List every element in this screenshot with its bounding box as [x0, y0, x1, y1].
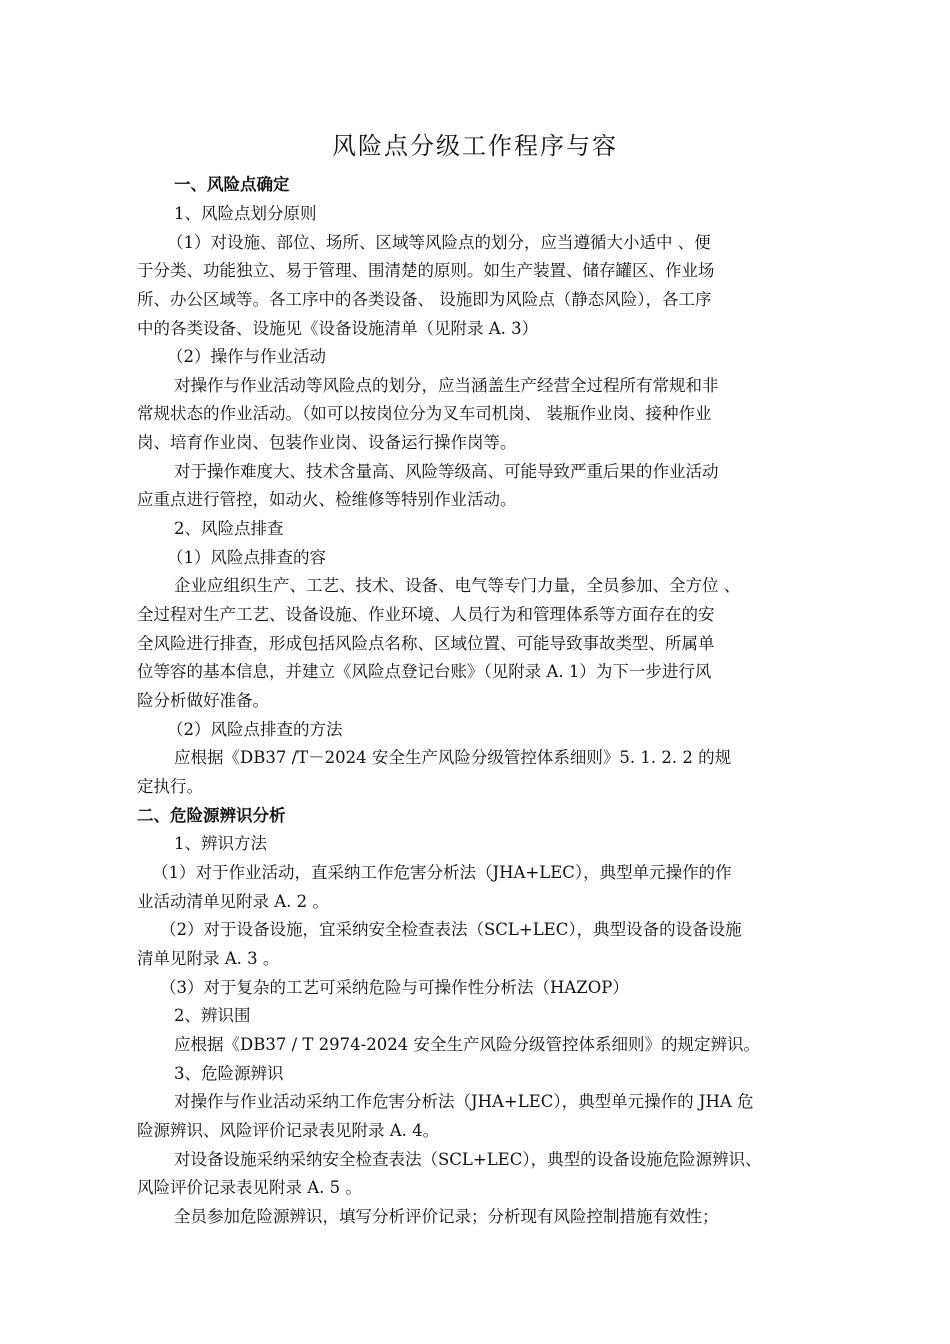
paragraph-line: 对操作与作业活动采纳工作危害分析法（JHA+LEC），典型单元操作的 JHA 危 — [174, 1092, 754, 1111]
paragraph-line: 于分类、功能独立、易于管理、围清楚的原则。如生产装置、储存罐区、作业场 — [137, 261, 715, 280]
paragraph-line: 企业应组织生产、工艺、技术、设备、电气等专门力量，全员参加、全方位 、 — [174, 576, 741, 595]
paragraph-line: 应根据《DB37 / T 2974-2024 安全生产风险分级管控体系细则》的规定辨识。 — [174, 1035, 760, 1054]
paragraph-line: （2）对于设备设施，宜采纳安全检查表法（SCL+LEC），典型设备的设备设施 — [160, 920, 742, 939]
paragraph-line: （3）对于复杂的工艺可采纳危险与可操作性分析法（HAZOP） — [160, 978, 629, 997]
paragraph-line: 岗、培育作业岗、包装作业岗、设备运行操作岗等。 — [137, 433, 517, 452]
paragraph-line: 对设备设施采纳采纳安全检查表法（SCL+LEC），典型的设备设施危险源辨识、 — [174, 1150, 762, 1169]
section-heading-2: 二、危险源辨识分析 — [137, 806, 286, 825]
subsection-heading: 2、风险点排查 — [174, 519, 284, 538]
paragraph-line: 应根据《DB37 /T－2024 安全生产风险分级管控体系细则》5. 1. 2. 2 的规 — [174, 748, 732, 767]
paragraph-line: 对于操作难度大、技术含量高、风险等级高、可能导致严重后果的作业活动 — [174, 462, 719, 481]
paragraph-line: 险源辨识、风险评价记录表见附录 A. 4。 — [137, 1121, 440, 1140]
subsection-heading: （2）操作与作业活动 — [167, 347, 326, 366]
paragraph-line: 业活动清单见附录 A. 2 。 — [137, 892, 329, 911]
subsection-heading: （1）风险点排查的容 — [167, 548, 326, 567]
subsection-heading: 2、辨识围 — [174, 1006, 251, 1025]
subsection-heading: （2）风险点排查的方法 — [167, 720, 343, 739]
paragraph-line: 全员参加危险源辨识，填写分析评价记录；分析现有风险控制措施有效性； — [174, 1207, 719, 1226]
paragraph-line: 定执行。 — [137, 777, 203, 796]
document-title: 风险点分级工作程序与容 — [332, 132, 618, 160]
subsection-heading: 1、风险点划分原则 — [174, 204, 317, 223]
paragraph-line: 全风险进行排查，形成包括风险点名称、区域位置、可能导致事故类型、所属单 — [137, 634, 715, 653]
paragraph-line: 位等容的基本信息，并建立《风险点登记台账》（见附录 A. 1）为下一步进行风 — [137, 662, 712, 681]
paragraph-line: （1）对于作业活动，直采纳工作危害分析法（JHA+LEC），典型单元操作的作 — [152, 863, 732, 882]
paragraph-line: （1）对设施、部位、场所、区域等风险点的划分，应当遵循大小适中 、便 — [167, 233, 711, 252]
paragraph-line: 所、办公区域等。各工序中的各类设备、 设施即为风险点（静态风险），各工序 — [137, 290, 712, 309]
subsection-heading: 3、危险源辨识 — [174, 1064, 284, 1083]
paragraph-line: 险分析做好准备。 — [137, 691, 269, 710]
paragraph-line: 对操作与作业活动等风险点的划分，应当涵盖生产经营全过程所有常规和非 — [174, 376, 719, 395]
paragraph-line: 清单见附录 A. 3 。 — [137, 949, 280, 968]
paragraph-line: 全过程对生产工艺、设备设施、作业环境、人员行为和管理体系等方面存在的安 — [137, 605, 715, 624]
section-heading-1: 一、风险点确定 — [174, 175, 290, 194]
paragraph-line: 风险评价记录表见附录 A. 5 。 — [137, 1178, 362, 1197]
paragraph-line: 中的各类设备、设施见《设备设施清单（见附录 A. 3） — [137, 319, 539, 338]
subsection-heading: 1、辨识方法 — [174, 834, 267, 853]
paragraph-line: 常规状态的作业活动。（如可以按岗位分为叉车司机岗、 装瓶作业岗、接种作业 — [137, 404, 712, 423]
paragraph-line: 应重点进行管控，如动火、检维修等特别作业活动。 — [137, 490, 517, 509]
